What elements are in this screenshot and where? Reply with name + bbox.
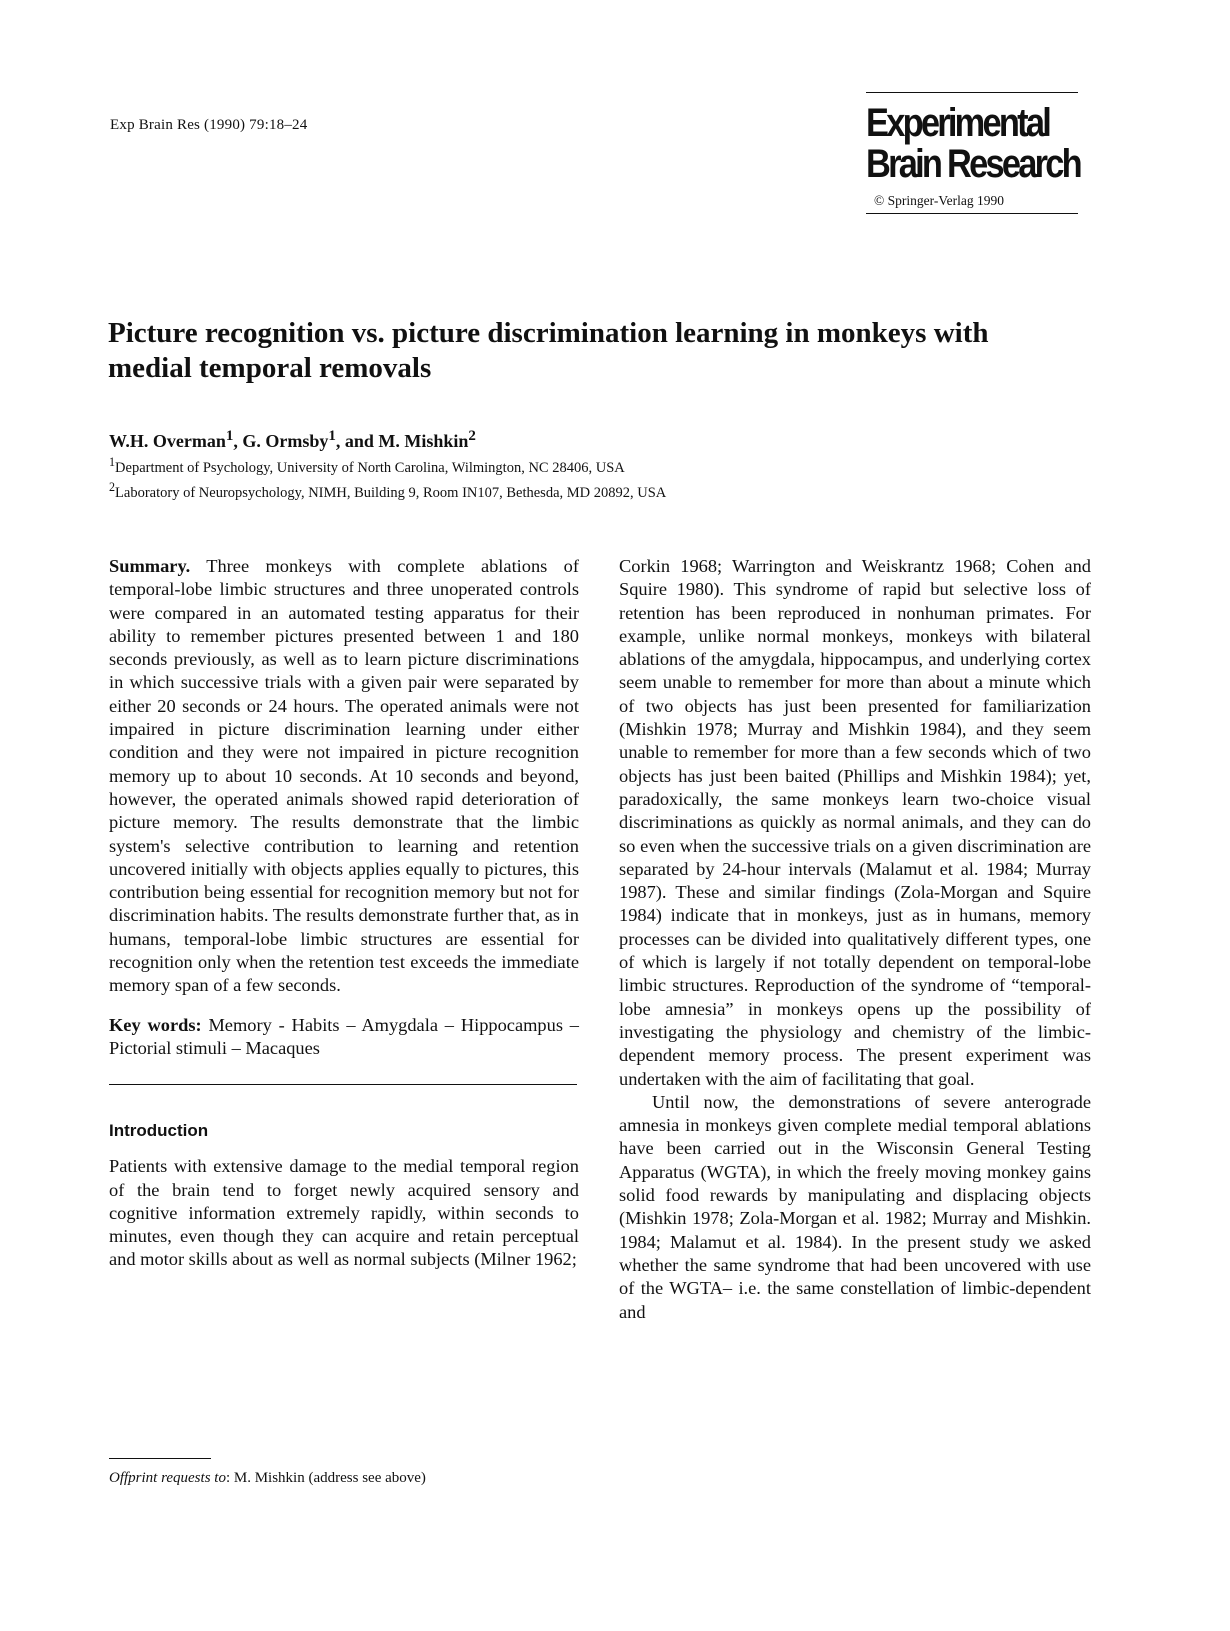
keywords-label: Key words: <box>109 1014 202 1035</box>
author-affiliation-mark: 1 <box>225 428 234 444</box>
keywords-paragraph <box>109 1014 579 1061</box>
article-title: Picture recognition vs. picture discrimination learning in monkeys with medial temporal removals <box>108 317 989 384</box>
author-affiliation-mark: 2 <box>468 428 476 444</box>
footnote-label: Offprint requests to <box>109 1470 226 1486</box>
author-name: G. Ormsby <box>242 431 329 451</box>
affiliation-mark: 1 <box>109 455 116 469</box>
summary-label: Summary. <box>109 556 191 576</box>
journal-logo <box>866 101 1080 186</box>
journal-masthead <box>866 92 1078 214</box>
affiliations <box>109 453 666 503</box>
author-separator: , <box>233 431 243 451</box>
body-paragraph: Until now, the demonstrations of severe anterograde amnesia in monkeys given complete medial temporal ablations have been carried out in the Wisconsin General Testing Apparatus (WGTA), in which the freely moving monkey gains solid food rewards by manipulating and displacing objects (Mishkin 1978; Zola-Morgan et al. 1982; Murray and Mishkin. 1984; Malamut et al. 1984). In the present study we asked whether the same syndrome that had been uncovered with use of the WGTA– i.e. the same constellation of limbic-dependent and <box>619 1091 1091 1322</box>
section-divider <box>109 1084 577 1085</box>
introduction-paragraph: Patients with extensive damage to the medial temporal region of the brain tend to forget newly acquired sensory and cognitive information extremely rapidly, within seconds to minutes, even though they can acquire and retain perceptual and motor skills about as well as normal subjects (Milner 1962; <box>109 1156 579 1270</box>
affiliation-line <box>109 478 666 503</box>
author-name: M. Mishkin <box>378 431 469 451</box>
journal-name-line2: Brain Research <box>866 142 1080 186</box>
introduction-heading: Introduction <box>109 1121 209 1141</box>
author-separator: , and <box>335 431 379 451</box>
footnote <box>109 1470 426 1487</box>
author-name: W.H. Overman <box>109 431 226 451</box>
keywords-text: Memory - Habits – Amygdala – Hippocampus – Pictorial stimuli – Macaques <box>109 1014 579 1058</box>
right-column <box>619 555 1091 1324</box>
author-list <box>109 428 476 452</box>
masthead-bottom-rule <box>866 213 1078 214</box>
journal-name-line1: Experimental <box>866 101 1050 145</box>
masthead-top-rule <box>866 92 1078 93</box>
footnote-rule <box>109 1458 211 1459</box>
affiliation-text: Laboratory of Neuropsychology, NIMH, Building 9, Room IN107, Bethesda, MD 20892, USA <box>115 484 667 501</box>
footnote-text: : M. Mishkin (address see above) <box>225 1470 426 1486</box>
affiliation-mark: 2 <box>109 479 116 494</box>
body-paragraph: Corkin 1968; Warrington and Weiskrantz 1968; Cohen and Squire 1980). This syndrome of rapid but selective loss of retention has been reproduced in nonhuman primates. For example, unlike normal monkeys, monkeys with bilateral ablations of the amygdala, hippocampus, and underlying cortex seem unable to remember for more than about a minute which of two objects has just been presented for familiarization (Mishkin 1978; Murray and Mishkin 1984), and they seem unable to remember for more than a few seconds which of two objects has just been baited (Phillips and Mishkin 1984); yet, paradoxically, the same monkeys learn two-choice visual discriminations as quickly as normal animals, and they can do so even when the successive trials on a given discrimination are separated by 24-hour intervals (Malamut et al. 1984; Murray 1987). These and similar findings (Zola-Morgan and Squire 1984) indicate that in monkeys, just as in humans, memory processes can be divided into qualitatively different types, one of which is largely if not totally dependent on temporal-lobe limbic structures. Reproduction of the syndrome of “temporal-lobe amnesia” in monkeys opens up the possibility of investigating the physiology and chemistry of the limbic-dependent memory process. The present experiment was undertaken with the aim of facilitating that goal. <box>619 556 1091 1089</box>
copyright-notice: © Springer-Verlag 1990 <box>874 193 1004 208</box>
running-head: Exp Brain Res (1990) 79:18–24 <box>110 117 308 133</box>
summary-text: Three monkeys with complete ablations of temporal-lobe limbic structures and three unoperated controls were compared in an automated testing apparatus for their ability to remember pictures presented between 1 and 180 seconds previously, as well as to learn picture discriminations in which successive trials with a given pair were separated by either 20 seconds or 24 hours. The operated animals were not impaired in picture discrimination learning under either condition and they were not impaired in picture recognition memory up to about 10 seconds. At 10 seconds and beyond, however, the operated animals showed rapid deterioration of picture memory. The results demonstrate that the limbic system's selective contribution to learning and retention uncovered initially with objects applies equally to pictures, this contribution being essential for recognition memory but not for discrimination habits. The results demonstrate further that, as in humans, temporal-lobe limbic structures are essential for recognition only when the retention test exceeds the immediate memory span of a few seconds. <box>109 556 579 996</box>
summary-paragraph <box>109 555 579 998</box>
affiliation-text: Department of Psychology, University of North Carolina, Wilmington, NC 28406, USA <box>115 459 625 476</box>
left-column <box>109 555 579 1272</box>
author-affiliation-mark: 1 <box>328 428 336 444</box>
affiliation-line <box>109 453 666 478</box>
